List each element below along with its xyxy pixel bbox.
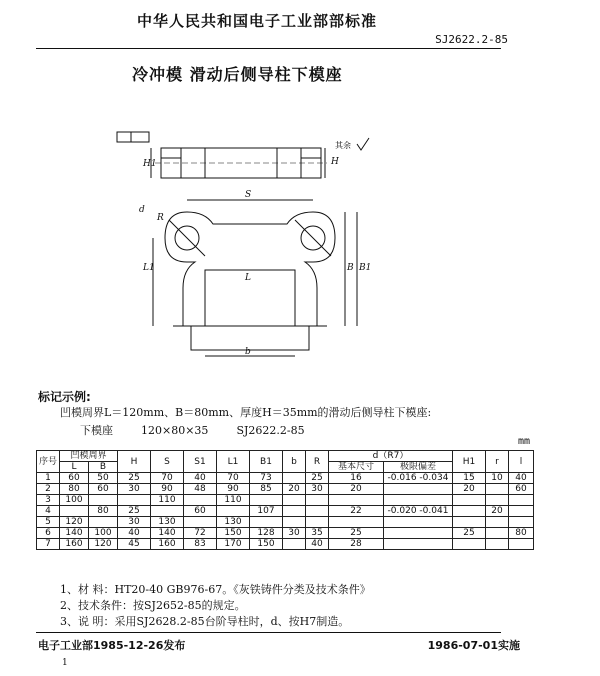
label-H: H (331, 157, 339, 167)
label-H1: H1 (143, 159, 157, 169)
cell-H: 25 (118, 506, 151, 517)
cell-L1: 70 (217, 473, 250, 484)
cell-r (486, 517, 509, 528)
standard-code: SJ2622.2-85 (435, 33, 508, 46)
label-R: R (157, 213, 164, 223)
th-H1: H1 (453, 451, 486, 473)
cell-S1: 60 (184, 506, 217, 517)
cell-b: 30 (283, 528, 306, 539)
page-number: 1 (62, 658, 68, 668)
bottom-rule (36, 632, 501, 633)
cell-l (509, 506, 534, 517)
cell-R (306, 495, 329, 506)
th-d-tol: 极限偏差 (384, 462, 453, 473)
table-row (37, 517, 534, 528)
cell-B1: 128 (250, 528, 283, 539)
notes (60, 582, 371, 630)
cell-H: 30 (118, 517, 151, 528)
cell-tol (384, 528, 453, 539)
cell-R: 35 (306, 528, 329, 539)
cell-l: 60 (509, 484, 534, 495)
cell-S: 90 (151, 484, 184, 495)
example-line-1: 凹模周界L＝120mm、B＝80mm、厚度H＝35mm的滑动后侧导柱下模座: (60, 406, 432, 419)
cell-n: 5 (37, 517, 60, 528)
cell-n: 3 (37, 495, 60, 506)
cell-r (486, 484, 509, 495)
table-row (37, 473, 534, 484)
cell-H1: 15 (453, 473, 486, 484)
cell-n: 1 (37, 473, 60, 484)
th-period: 凹模周界 (60, 451, 118, 462)
cell-l: 80 (509, 528, 534, 539)
cell-r: 10 (486, 473, 509, 484)
cell-L: 120 (60, 517, 89, 528)
cell-d: 25 (329, 528, 384, 539)
th-B: B (89, 462, 118, 473)
cell-H (118, 495, 151, 506)
cell-R: 40 (306, 539, 329, 550)
cell-R (306, 506, 329, 517)
cell-B1: 107 (250, 506, 283, 517)
cell-r (486, 539, 509, 550)
cell-S: 70 (151, 473, 184, 484)
cell-R: 30 (306, 484, 329, 495)
note-item: 2、技术条件：按SJ2652-85的规定。 (60, 599, 246, 612)
cell-S1: 40 (184, 473, 217, 484)
cell-L1: 170 (217, 539, 250, 550)
cell-b: 20 (283, 484, 306, 495)
label-L: L (245, 273, 251, 283)
th-B1: B1 (250, 451, 283, 473)
label-S: S (245, 190, 252, 200)
cell-H1 (453, 517, 486, 528)
cell-L1 (217, 506, 250, 517)
th-l: l (509, 451, 534, 473)
label-L1: L1 (143, 263, 155, 273)
cell-d: 22 (329, 506, 384, 517)
example-line-2 (80, 422, 333, 438)
unit-label: mm (517, 436, 530, 447)
note-item: 1、材 料：HT20-40 GB976-67。《灰铁铸件分类及技术条件》 (60, 583, 371, 596)
table-row (37, 539, 534, 550)
cell-L: 60 (60, 473, 89, 484)
cell-B1: 85 (250, 484, 283, 495)
cell-S1: 48 (184, 484, 217, 495)
label-B1: B1 (359, 263, 372, 273)
cell-L1: 90 (217, 484, 250, 495)
th-seq: 序号 (37, 451, 60, 473)
cell-b (283, 506, 306, 517)
cell-B: 60 (89, 484, 118, 495)
cell-H: 40 (118, 528, 151, 539)
cell-S1: 72 (184, 528, 217, 539)
top-rule (36, 48, 501, 49)
roughness-note: 其余 (335, 141, 351, 150)
cell-H1 (453, 506, 486, 517)
cell-d: 20 (329, 484, 384, 495)
cell-b (283, 539, 306, 550)
cell-n: 2 (37, 484, 60, 495)
tolerance-frame (117, 132, 149, 142)
th-L1: L1 (217, 451, 250, 473)
cell-S1: 83 (184, 539, 217, 550)
cell-d: 28 (329, 539, 384, 550)
cell-n: 6 (37, 528, 60, 539)
th-S1: S1 (184, 451, 217, 473)
label-B: B (347, 263, 354, 273)
th-d-base: 基本尺寸 (329, 462, 384, 473)
cell-H1: 25 (453, 528, 486, 539)
table-row (37, 506, 534, 517)
table-row (37, 484, 534, 495)
cell-H: 30 (118, 484, 151, 495)
cell-L: 80 (60, 484, 89, 495)
cell-S1 (184, 495, 217, 506)
cell-S: 160 (151, 539, 184, 550)
cell-tol (384, 539, 453, 550)
th-b: b (283, 451, 306, 473)
cell-R (306, 517, 329, 528)
cell-d (329, 517, 384, 528)
cell-L1: 150 (217, 528, 250, 539)
cell-B (89, 517, 118, 528)
cell-S: 130 (151, 517, 184, 528)
cell-b (283, 517, 306, 528)
example-heading: 标记示例: (38, 390, 91, 404)
cell-H: 45 (118, 539, 151, 550)
cell-l (509, 539, 534, 550)
cell-H1 (453, 495, 486, 506)
roughness-symbol (357, 138, 369, 150)
cell-n: 4 (37, 506, 60, 517)
cell-l (509, 517, 534, 528)
cell-B1: 150 (250, 539, 283, 550)
cell-L: 100 (60, 495, 89, 506)
cell-tol (384, 484, 453, 495)
cell-d (329, 495, 384, 506)
cell-B (89, 495, 118, 506)
standard-org: 中华人民共和国电子工业部部标准 (137, 12, 378, 30)
issue-date: 电子工业部1985-12-26发布 (38, 639, 186, 652)
page-title: 冷冲模 滑动后侧导柱下模座 (132, 65, 343, 84)
top-view-outline (165, 212, 335, 326)
cell-S: 140 (151, 528, 184, 539)
cell-L: 160 (60, 539, 89, 550)
cell-r (486, 528, 509, 539)
cell-tol (384, 517, 453, 528)
cell-B1 (250, 495, 283, 506)
cell-S: 110 (151, 495, 184, 506)
cell-b (283, 473, 306, 484)
spec-table (36, 450, 534, 550)
th-d: d（R7） (329, 451, 453, 462)
table-row (37, 528, 534, 539)
label-d: d (139, 205, 145, 215)
cell-S1 (184, 517, 217, 528)
cell-r: 20 (486, 506, 509, 517)
th-H: H (118, 451, 151, 473)
cell-l: 40 (509, 473, 534, 484)
example-part: 下模座 (80, 424, 113, 437)
th-R: R (306, 451, 329, 473)
cell-R: 25 (306, 473, 329, 484)
cell-L (60, 506, 89, 517)
cell-n: 7 (37, 539, 60, 550)
cell-B: 120 (89, 539, 118, 550)
cell-H1 (453, 539, 486, 550)
cell-S (151, 506, 184, 517)
example-size: 120×80×35 (141, 424, 209, 437)
th-L: L (60, 462, 89, 473)
th-S: S (151, 451, 184, 473)
cell-b (283, 495, 306, 506)
cell-tol: -0.020 -0.041 (384, 506, 453, 517)
cell-B: 50 (89, 473, 118, 484)
table-row (37, 495, 534, 506)
label-b: b (245, 347, 251, 357)
effective-date: 1986-07-01实施 (427, 639, 520, 652)
cell-B: 100 (89, 528, 118, 539)
cell-B1: 73 (250, 473, 283, 484)
cell-H: 25 (118, 473, 151, 484)
cell-l (509, 495, 534, 506)
cell-tol (384, 495, 453, 506)
cell-tol: -0.016 -0.034 (384, 473, 453, 484)
note-item: 3、说 明：采用SJ2628.2-85台阶导柱时，d、按H7制造。 (60, 615, 350, 628)
cell-B: 80 (89, 506, 118, 517)
technical-drawing (95, 120, 395, 360)
example-std: SJ2622.2-85 (236, 424, 305, 437)
cell-L1: 130 (217, 517, 250, 528)
cell-d: 16 (329, 473, 384, 484)
cell-r (486, 495, 509, 506)
cell-L: 140 (60, 528, 89, 539)
cell-H1: 20 (453, 484, 486, 495)
cell-B1 (250, 517, 283, 528)
cell-L1: 110 (217, 495, 250, 506)
th-r: r (486, 451, 509, 473)
